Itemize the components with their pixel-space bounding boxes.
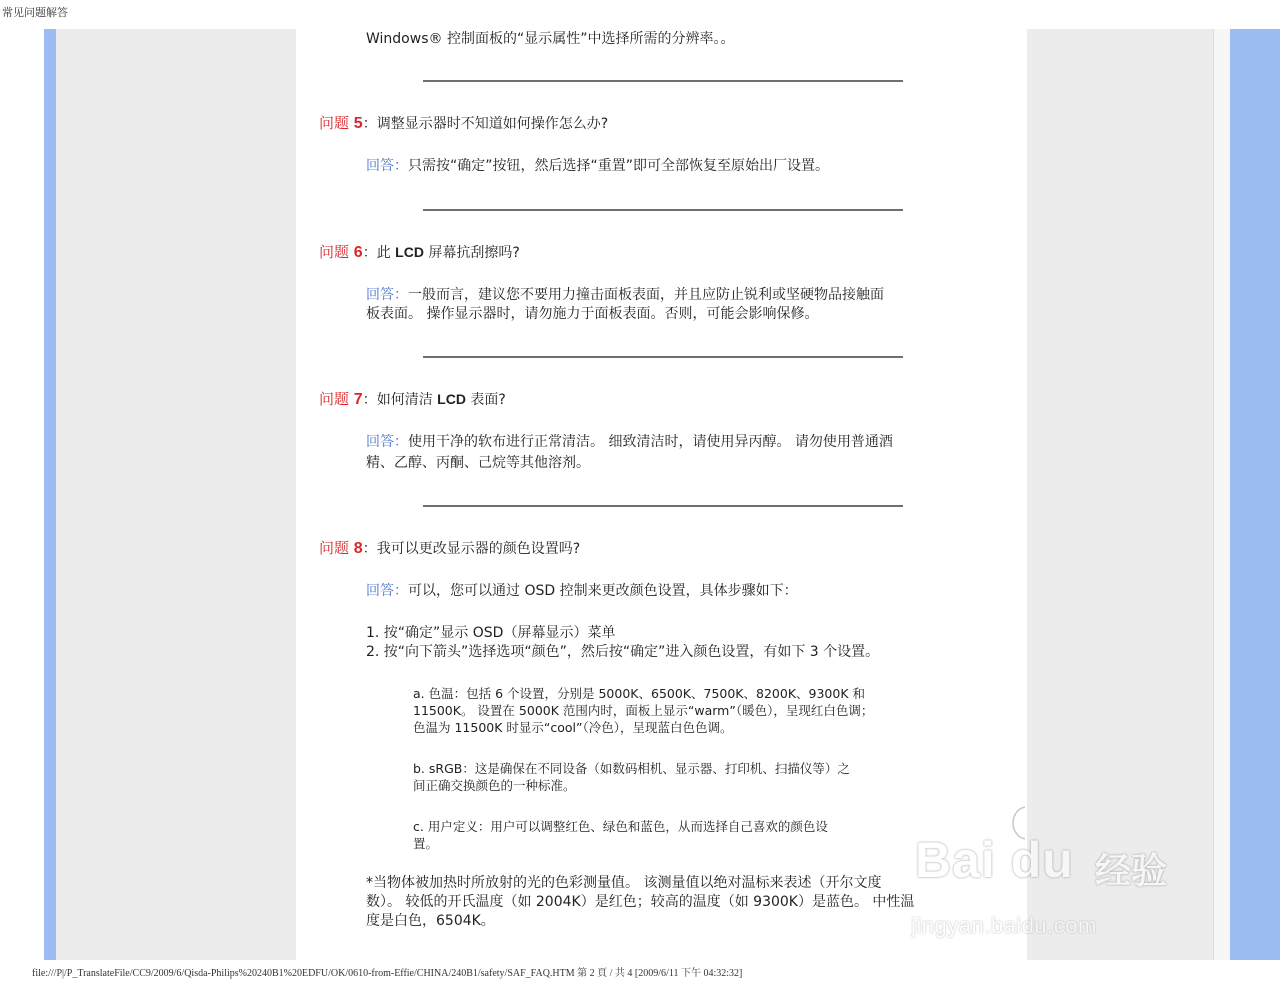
answer-label: 回答： [366, 158, 408, 174]
question-text-post: 屏幕抗刮擦吗? [423, 245, 520, 261]
question-text-bold: LCD [437, 391, 466, 407]
answer-label: 回答： [366, 434, 408, 450]
divider-rule [423, 80, 903, 82]
footnote-line-1: *当物体被加热时所放射的光的色彩测量值。 该测量值以绝对温标来表述（开尔文度 [366, 875, 882, 891]
watermark-url: jingyan.baidu.com [911, 913, 1097, 938]
answer-6-line-1 [366, 286, 884, 305]
question-number: 6 [353, 244, 363, 261]
question-8 [319, 538, 580, 559]
question-text: 我可以更改显示器的颜色设置吗? [376, 541, 581, 557]
question-label: 问题 [319, 114, 350, 132]
answer-label: 回答： [366, 287, 408, 303]
page-header-title: 常见问题解答 [2, 6, 68, 19]
step-1: 1. 按“确定”显示 OSD（屏幕显示）菜单 [366, 625, 616, 641]
question-5 [319, 113, 608, 134]
answer-text: 只需按“确定”按钮，然后选择“重置”即可全部恢复至原始出厂设置。 [408, 158, 830, 174]
question-label: 问题 [319, 390, 350, 408]
watermark-cn: 经验 [1095, 851, 1168, 892]
question-sep: ： [362, 116, 377, 132]
option-c-line-2: 置。 [413, 836, 439, 851]
question-number: 5 [353, 115, 363, 132]
answer-label: 回答： [366, 583, 408, 599]
footnote-line-3: 度是白色，6504K。 [366, 913, 495, 929]
question-text: 调整显示器时不知道如何操作怎么办? [376, 116, 609, 132]
watermark-brand: Bai du [915, 832, 1074, 888]
divider-rule [423, 356, 903, 358]
answer-text: 使用干净的软布进行正常清洁。 细致清洁时，请使用异丙醇。 请勿使用普通酒 [408, 434, 893, 450]
question-number: 7 [353, 391, 363, 408]
option-a-line-1: a. 色温：包括 6 个设置，分别是 5000K、6500K、7500K、8200K、9300K 和 [413, 686, 865, 701]
right-blue-band [1230, 29, 1280, 960]
answer-text: 一般而言，建议您不要用力撞击面板表面，并且应防止锐利或坚硬物品接触面 [408, 287, 884, 303]
footnote-line-2: 数）。 较低的开氏温度（如 2004K）是红色；较高的温度（如 9300K）是蓝色。 中性温 [366, 894, 915, 910]
answer-7-line-1 [366, 433, 893, 452]
question-sep: ： [362, 392, 377, 408]
question-label: 问题 [319, 539, 350, 557]
left-blue-band [44, 29, 56, 960]
answer-text: 可以，您可以通过 OSD 控制来更改颜色设置，具体步骤如下： [408, 583, 798, 599]
answer-7-line-2: 精、乙醇、丙酮、己烷等其他溶剂。 [366, 455, 590, 471]
option-b-line-2: 间正确交换颜色的一种标准。 [413, 778, 576, 793]
option-a-line-3: 色温为 11500K 时显示“cool”（冷色），呈现蓝白色色调。 [413, 720, 733, 735]
question-label: 问题 [319, 243, 350, 261]
answer-5 [366, 157, 829, 176]
question-text-post: 表面? [465, 392, 506, 408]
top-line-text: Windows® 控制面板的“显示属性”中选择所需的分辨率。。 [366, 31, 735, 47]
baidu-watermark [905, 795, 1175, 945]
option-c-line-1: c. 用户定义：用户可以调整红色、绿色和蓝色，从而选择自己喜欢的颜色设 [413, 819, 828, 834]
answer-8 [366, 582, 798, 601]
step-2: 2. 按“向下箭头”选择选项“颜色”，然后按“确定”进入颜色设置，有如下 3 个设置。 [366, 644, 880, 660]
divider-rule [423, 209, 903, 211]
left-grey-band [56, 29, 296, 960]
answer-6-line-2: 板表面。 操作显示器时，请勿施力于面板表面。否则，可能会影响保修。 [366, 306, 819, 322]
right-scroll-strip [1213, 29, 1230, 960]
question-6 [319, 242, 520, 263]
option-a-line-2: 11500K。 设置在 5000K 范围内时，面板上显示“warm”（暖色），呈现红白色调； [413, 703, 874, 718]
question-text-bold: LCD [395, 244, 424, 260]
question-7 [319, 389, 506, 410]
question-sep: ： [362, 541, 377, 557]
option-b-line-1: b. sRGB：这是确保在不同设备（如数码相机、显示器、打印机、扫描仪等）之 [413, 761, 850, 776]
question-sep: ： [362, 245, 377, 261]
divider-rule [423, 505, 903, 507]
page-footer-path: file:///P|/P_TranslateFile/CC9/2009/6/Qisda-Philips%20240B1%20EDFU/OK/0610-from-Effie/CHINA/240B1/safety/SAF_FAQ.HTM 第 2 頁 / 共 4 [2009/6/11 下午 04:32:32] [32, 968, 743, 979]
question-text-pre: 如何清洁 [376, 392, 438, 408]
question-text-pre: 此 [376, 245, 396, 261]
question-number: 8 [353, 540, 363, 557]
